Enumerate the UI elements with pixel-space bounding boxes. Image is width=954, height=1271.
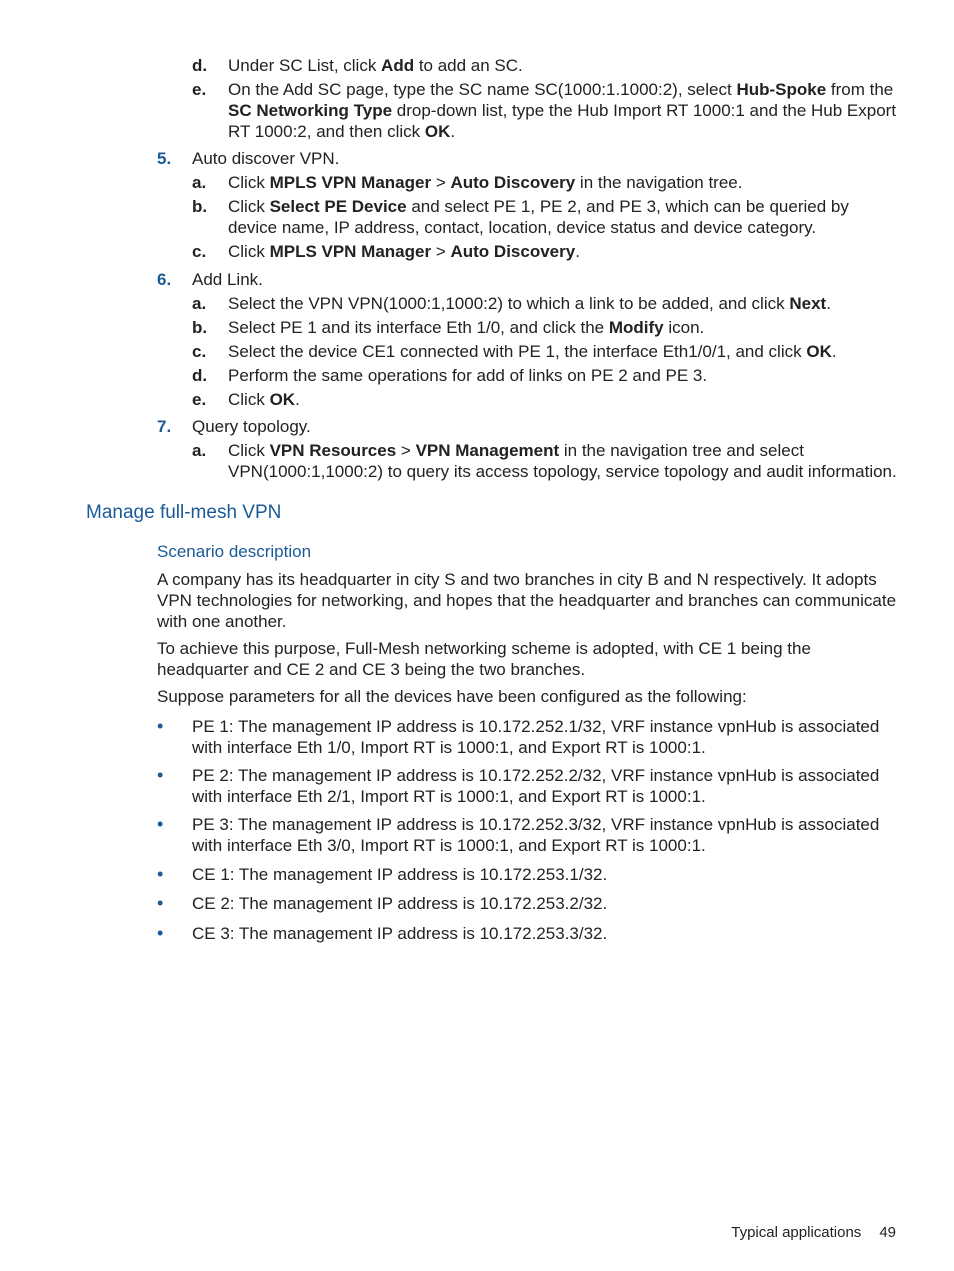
substep-5a <box>192 172 897 193</box>
substep-6d <box>192 365 897 386</box>
step-number: 6. <box>157 270 172 289</box>
substep-text: Click OK. <box>228 390 300 409</box>
bullet-icon: • <box>157 716 164 736</box>
list-item <box>157 864 897 885</box>
substep-letter: e. <box>192 390 207 409</box>
substep-text: Select the VPN VPN(1000:1,1000:2) to which a link to be added, and click Next. <box>228 294 831 313</box>
page-number: 49 <box>879 1224 896 1241</box>
bullet-icon: • <box>157 814 164 834</box>
paragraph: Suppose parameters for all the devices have been configured as the following: <box>157 687 747 706</box>
subsection-title: Scenario description <box>157 542 312 561</box>
footer-label: Typical applications <box>731 1224 862 1241</box>
list-item-text: CE 2: The management IP address is 10.172.253.2/32. <box>192 894 608 913</box>
substep-5b <box>192 196 897 238</box>
substep-letter: a. <box>192 441 207 460</box>
substep-letter: a. <box>192 294 207 313</box>
substep-text: Under SC List, click Add to add an SC. <box>228 56 523 75</box>
substep-letter: e. <box>192 80 207 99</box>
step-text: Query topology. <box>192 417 311 436</box>
substep-6b <box>192 317 897 338</box>
step-5 <box>157 148 897 169</box>
bullet-icon: • <box>157 765 164 785</box>
substep-letter: d. <box>192 366 208 385</box>
substep-7a <box>192 440 897 482</box>
substep-d <box>192 55 897 76</box>
substep-text: Click MPLS VPN Manager > Auto Discovery. <box>228 242 580 261</box>
substep-6e <box>192 389 897 410</box>
step-text: Add Link. <box>192 270 263 289</box>
list-item <box>157 893 897 914</box>
step-number: 7. <box>157 417 172 436</box>
list-item <box>157 716 897 758</box>
substep-letter: c. <box>192 242 207 261</box>
list-item <box>157 923 897 944</box>
list-item-text: CE 1: The management IP address is 10.172.253.1/32. <box>192 865 608 884</box>
paragraph: A company has its headquarter in city S and two branches in city B and N respectively. It adopts VPN technologies for networking, and hopes that the headquarter and branches can communicate with one another. <box>157 570 897 631</box>
substep-text: Select the device CE1 connected with PE 1, the interface Eth1/0/1, and click OK. <box>228 342 837 361</box>
list-item-text: PE 3: The management IP address is 10.172.252.3/32, VRF instance vpnHub is associated with interface Eth 3/0, Import RT is 1000:1, and Export RT is 1000:1. <box>192 815 880 855</box>
list-item-text: CE 3: The management IP address is 10.172.253.3/32. <box>192 924 608 943</box>
bullet-icon: • <box>157 893 164 913</box>
substep-6a <box>192 293 897 314</box>
substep-6c <box>192 341 897 362</box>
substep-letter: c. <box>192 342 207 361</box>
step-text: Auto discover VPN. <box>192 149 340 168</box>
substep-letter: b. <box>192 318 208 337</box>
substep-letter: b. <box>192 197 208 216</box>
substep-letter: d. <box>192 56 208 75</box>
substep-text: Select PE 1 and its interface Eth 1/0, and click the Modify icon. <box>228 318 705 337</box>
list-item-text: PE 1: The management IP address is 10.172.252.1/32, VRF instance vpnHub is associated with interface Eth 1/0, Import RT is 1000:1, and Export RT is 1000:1. <box>192 717 880 757</box>
list-item-text: PE 2: The management IP address is 10.172.252.2/32, VRF instance vpnHub is associated with interface Eth 2/1, Import RT is 1000:1, and Export RT is 1000:1. <box>192 766 880 806</box>
substep-text: On the Add SC page, type the SC name SC(1000:1.1000:2), select Hub-Spoke from the SC Networking Type drop-down list, type the Hub Import RT 1000:1 and the Hub Export RT 1000:2, and then click OK. <box>228 80 897 141</box>
list-item <box>157 814 897 856</box>
page-footer <box>720 1222 896 1243</box>
paragraph: To achieve this purpose, Full-Mesh networking scheme is adopted, with CE 1 being the headquarter and CE 2 and CE 3 being the two branches. <box>157 639 811 679</box>
substep-letter: a. <box>192 173 207 192</box>
step-6 <box>157 269 897 290</box>
substep-text: Perform the same operations for add of links on PE 2 and PE 3. <box>228 366 708 385</box>
list-item <box>157 765 897 807</box>
step-7 <box>157 416 897 437</box>
bullet-icon: • <box>157 923 164 943</box>
bullet-icon: • <box>157 864 164 884</box>
substep-text: Click Select PE Device and select PE 1, PE 2, and PE 3, which can be queried by device name, IP address, contact, location, device status and device category. <box>228 197 849 237</box>
substep-e <box>192 79 897 142</box>
substep-text: Click VPN Resources > VPN Management in the navigation tree and select VPN(1000:1,1000:2) to query its access topology, service topology and audit information. <box>228 441 897 481</box>
substep-5c <box>192 241 897 262</box>
section-title: Manage full-mesh VPN <box>86 502 282 523</box>
substep-text: Click MPLS VPN Manager > Auto Discovery in the navigation tree. <box>228 173 743 192</box>
step-number: 5. <box>157 149 172 168</box>
